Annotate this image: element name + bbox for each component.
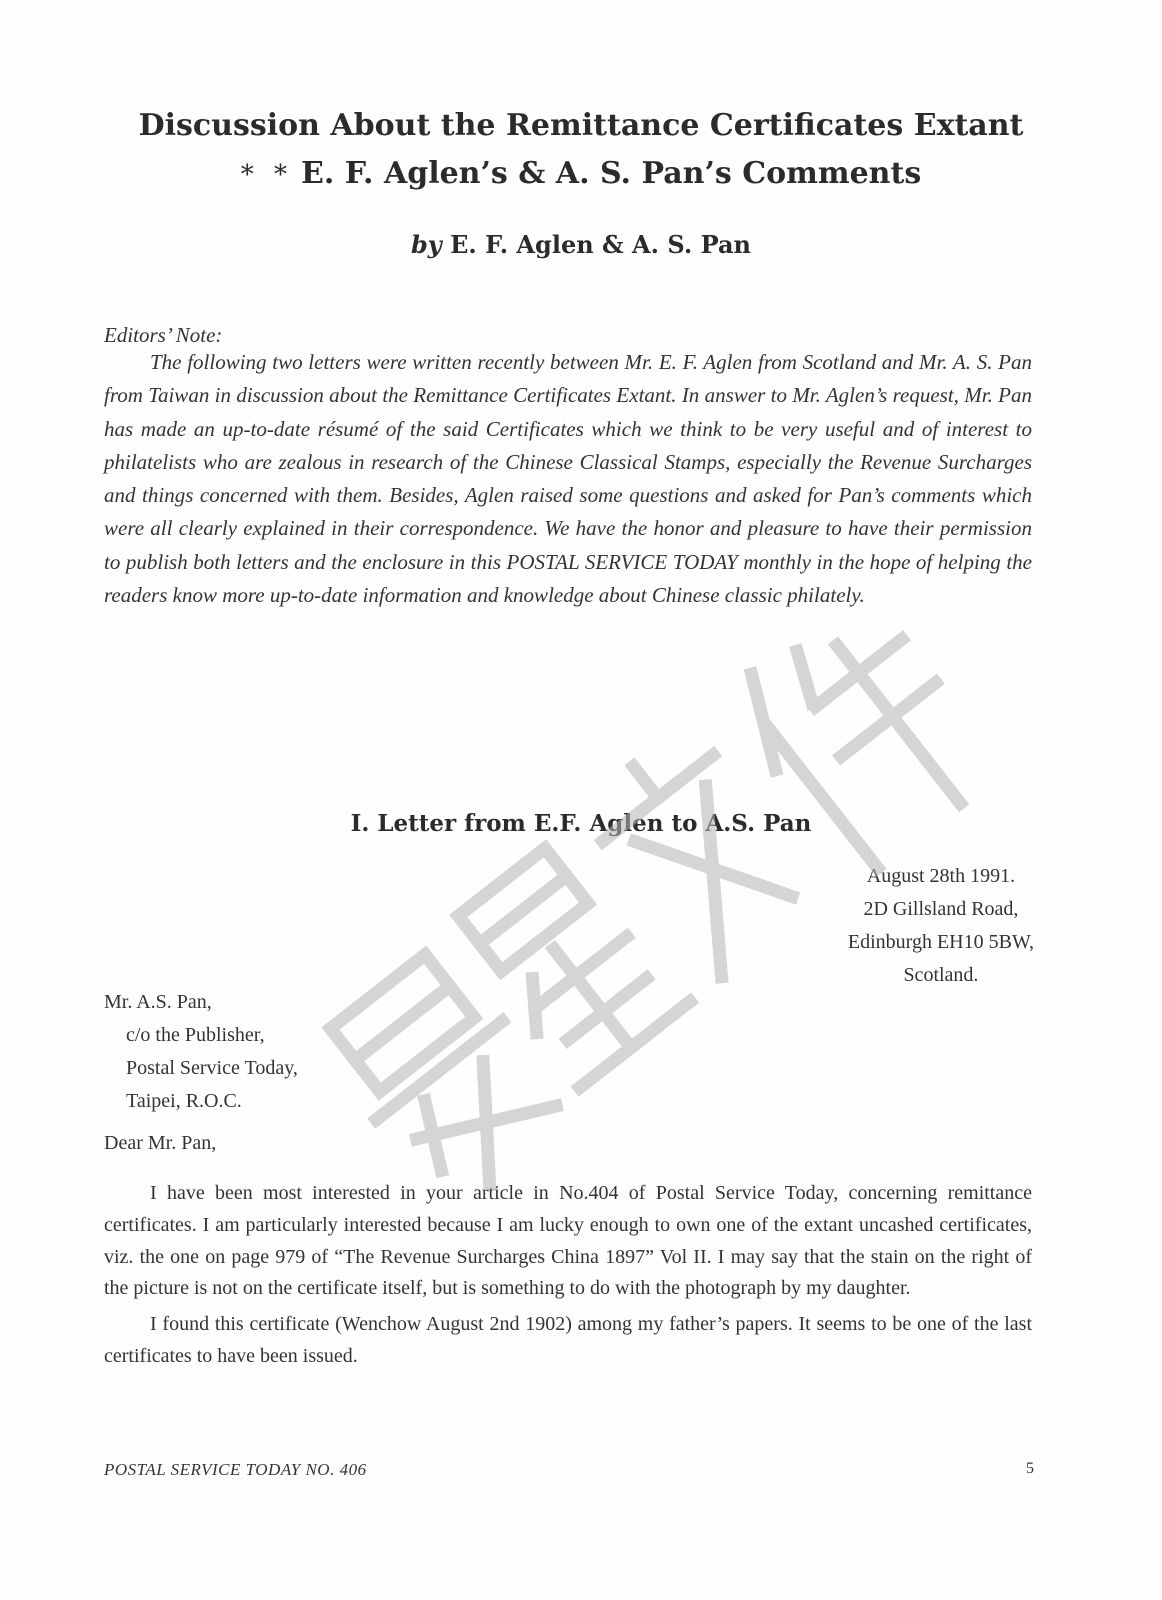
letter-paragraph: I found this certificate (Wenchow August 2nd 1902) among my father’s papers. It seems to be one of the last certificates to have been issued. xyxy=(104,1313,1032,1367)
page-number: 5 xyxy=(1026,1460,1034,1477)
title-line2-text: E. F. Aglen’s & A. S. Pan’s Comments xyxy=(301,156,922,191)
watermark-stroke xyxy=(401,1101,465,1171)
watermark-stroke xyxy=(330,955,474,1092)
byline-prefix: by xyxy=(411,230,442,259)
recipient-address-line: Taipei, R.O.C. xyxy=(126,1090,242,1112)
recipient-address-line: Postal Service Today, xyxy=(126,1057,298,1079)
watermark-stroke xyxy=(767,726,878,868)
sender-address xyxy=(848,860,1034,992)
letter-body xyxy=(104,1178,1032,1377)
sender-address-line: 2D Gillsland Road, xyxy=(863,898,1019,920)
watermark-stroke xyxy=(540,937,627,1005)
recipient-address xyxy=(104,986,298,1118)
watermark-stroke xyxy=(376,1021,502,1120)
byline xyxy=(0,230,1162,259)
watermark-stroke xyxy=(781,651,828,703)
letter-date: August 28th 1991. xyxy=(866,865,1016,887)
watermark-stroke xyxy=(580,1001,690,1087)
watermark-stroke xyxy=(720,674,807,770)
watermark-stroke xyxy=(458,848,588,971)
byline-authors: E. F. Aglen & A. S. Pan xyxy=(450,230,751,259)
sender-address-line: Edinburgh EH10 5BW, xyxy=(847,931,1034,953)
recipient-address-line: c/o the Publisher, xyxy=(126,1024,265,1046)
salutation: Dear Mr. Pan, xyxy=(104,1132,217,1154)
letter-paragraph: I have been most interested in your article in No.404 of Postal Service Today, concerning remittance certificates. I am particularly interested because I am lucky enough to own one of the extant uncashed certificates, viz. the one on page 979 of “The Revenue Surcharges China 1897” Vol II. I may say that the stain on the right of the picture is not on the certificate itself, but is something to do with the photograph by my daughter. xyxy=(104,1182,1032,1300)
watermark-stroke xyxy=(841,683,936,757)
editors-note-text: The following two letters were written recently between Mr. E. F. Aglen from Scotland and Mr. A. S. Pan from Taiwan in discussion about the Remittance Certificates Extant. In answer to Mr. Aglen’s request, Mr. Pan has made an up-to-date résumé of the said Certificates which we think to be very useful and of interest to philatelists who are zealous in research of the Chinese Classical Stamps, especially the Revenue Surcharges and things concerned with them. Besides, Aglen raised some questions and asked for Pan’s comments which were all clearly explained in their correspondence. We have the honor and pleasure to have their permission to publish both letters and the enclosure in this POSTAL SERVICE TODAY monthly in the hope of helping the readers know more up-to-date information and knowledge about Chinese classic philately. xyxy=(104,350,1032,608)
watermark-stroke xyxy=(568,978,647,1040)
footer-publication: POSTAL SERVICE TODAY NO. 406 xyxy=(104,1460,367,1479)
sender-address-line: Scotland. xyxy=(903,964,979,986)
watermark-stroke xyxy=(837,645,960,803)
article-title-line1: Discussion About the Remittance Certificates Extant xyxy=(138,108,1024,143)
watermark-stroke xyxy=(554,949,631,1048)
letter-heading: I. Letter from E.F. Aglen to A.S. Pan xyxy=(350,810,812,837)
watermark-stroke xyxy=(417,1059,556,1186)
watermark-stroke xyxy=(509,979,560,1033)
recipient-name: Mr. A.S. Pan, xyxy=(104,991,212,1013)
editors-note-label: Editors’ Note: xyxy=(104,323,223,347)
watermark-stroke xyxy=(355,986,450,1060)
watermark-stroke xyxy=(480,876,567,944)
watermark-stroke xyxy=(633,767,651,791)
article-title-line2 xyxy=(0,156,1162,191)
title-stars: * * xyxy=(240,160,294,190)
watermark-stroke xyxy=(428,1062,545,1184)
watermark-stroke xyxy=(815,639,902,707)
